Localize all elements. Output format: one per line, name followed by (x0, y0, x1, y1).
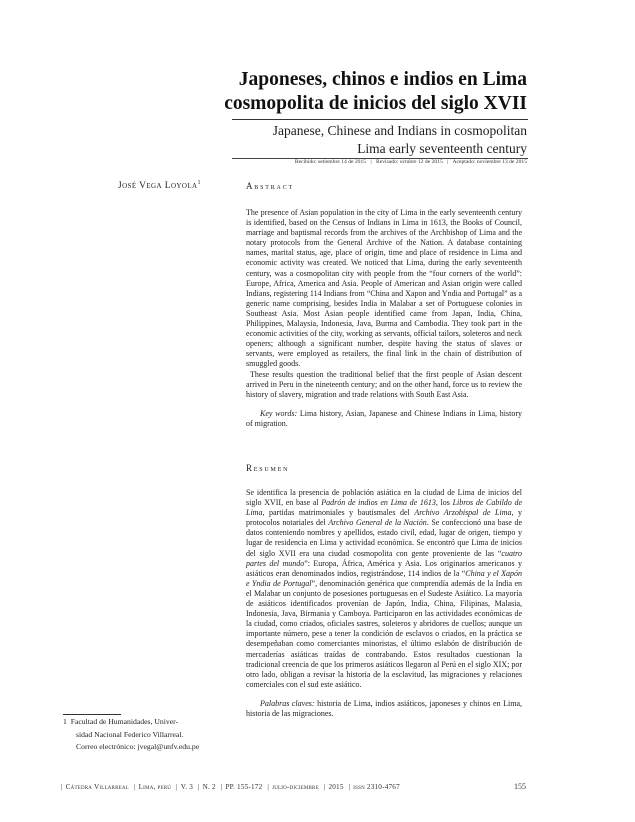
resumen-body (246, 488, 522, 719)
footer-separator: | (61, 783, 63, 791)
resumen-italic: Padrón de indios en Lima de 1613 (321, 498, 436, 508)
article-dates (295, 159, 527, 165)
abstract-paragraph-2: These results question the traditional belief that the first people of Asian descent arrived in Peru in the nineteenth century; and on the other hand, force us to review the history of slavery, migration and trade relations with South East Asia. (246, 369, 522, 399)
footer-period: julio-diciembre (272, 783, 319, 791)
abstract-paragraph: The presence of Asian population in the city of Lima in the early seventeenth century is identified, based on the Census of Indians in Lima in 1613, the Books of Council, marriage and baptismal records from the archives of the Archbishop of Lima and the notary protocols from the General Archive of the Nation. A database containing names, marital status, age, place of origin, time and place of residence in Lima and economic activity was created. We noticed that Lima, during the early seventeenth century, was a cosmopolitan city with people from the “four corners of the world”: Europe, Africa, America and Asia. People of American and Asian origin were called Indians, registering 114 Indians from “China and Xapon and Yndia and Portugal” as a generic name comprising, besides India in Malabar a set of Portuguese colonies in Southeast Asia. Most Asian people identified came from Japan, India, China, Philippines, Malaysia, Indonesia, Java, Burma and Cambodia. They took part in the economic activities of the city, working as servants, official tailors, soleteros and neck openers; although a significant number, despite having the status of slaves or servants, were employed as retailers, the final link in the chain of distribution of smuggled goods. (246, 208, 522, 369)
keywords-label: Key words: (260, 408, 298, 418)
footer-year: 2015 (328, 783, 344, 791)
footer-separator: | (267, 783, 270, 791)
author-name-text: José Vega Loyola (118, 181, 198, 192)
footnote-divider (63, 714, 121, 715)
resumen-italic: Archivo General de la Nación (328, 518, 427, 528)
footnote (63, 716, 235, 754)
footer-place: Lima, perú (138, 783, 172, 791)
palabras-claves-text: historia de Lima, indios asiáticos, japoneses y chinos en Lima, historia de las migraciones. (246, 698, 523, 718)
abstract-body (246, 208, 522, 429)
footer-number: N. 2 (202, 783, 216, 791)
received-date: Recibido: setiembre 14 de 2015 (294, 159, 367, 165)
palabras-claves-label: Palabras claves: (260, 698, 315, 708)
accepted-date: Aceptado: noviembre 13 de 2015 (452, 159, 527, 165)
footnote-mark: 1 (63, 717, 67, 726)
footnote-line-1: Facultad de Humanidades, Univer- (70, 717, 179, 726)
subtitle-line-1: Japanese, Chinese and Indians in cosmopolitan (272, 123, 527, 138)
footnote-line-2: sidad Nacional Federico Villarreal. (76, 729, 184, 739)
subtitle-line-2: Lima early seventeenth century (357, 141, 527, 156)
resumen-text: , los (435, 498, 450, 508)
footer-separator: | (323, 783, 326, 791)
footer-separator: | (197, 783, 200, 791)
resumen-italic: Archivo Arzobispal de Lima (414, 508, 512, 518)
resumen-paragraph (246, 488, 522, 690)
resumen-text: ”, denominación genérica que comprendía además de la India en el Malabar un conjunto de posesiones portuguesas en el Sudeste Asiático. La mayoría de asiáticos identificados provenían de Japón, India, China, Filipinas, Malasia, Indonesia, Java, Birmania y Camboya. Participaron en las actividades económicas de la ciudad, como criados, oficiales sastres, soleteros y abridores de cuellos; aunque un importante número, pese a tener la condición de esclavos o criados, en la práctica se desempeñaban como comerciantes minoristas, el último eslabón de distribución de mercaderías asiáticas traídas de contrabando. Estos resultados cuestionan la tradicional creencia de que los primeros asiáticos llegaron al Perú en el siglo XIX; por otro lado, obligan a revisar la historia de la esclavitud, las migraciones y relaciones comerciales con el sud este asiático. (246, 578, 523, 689)
resumen-italic: China y el Xapón e Yndia de Portugal (246, 568, 522, 588)
page-footer (58, 783, 400, 791)
resumen-text: , partidas matrimoniales y bautismales del (262, 508, 410, 518)
resumen-text: ”: Europa, África, América y Asia. Los originarios americanos y asiáticos eran denominados indios, registrándose, 114 indios de la “ (246, 558, 522, 578)
footer-issn: issn 2310-4767 (353, 783, 400, 791)
resumen-italic: Libros de Cabildo de Lima (246, 498, 523, 518)
author-name (118, 180, 201, 191)
title-divider (232, 119, 528, 120)
revised-date: Revisado: octubre 12 de 2015 (376, 159, 443, 165)
resumen-italic: cuatro partes del mundo (246, 548, 522, 568)
resumen-text: . Se confeccionó una base de datos conteniendo nombres y apellidos, estado civil, edad, lugar de origen, tiempo y lugar de residencia en Lima y actividad económica. Se encontró que Lima de inicios del siglo XVII era una ciudad cosmopolita con gente proveniente de las “ (246, 518, 523, 558)
date-separator: | (370, 159, 372, 165)
resumen-keywords (246, 699, 522, 719)
footer-separator: | (220, 783, 223, 791)
article-title (224, 68, 527, 116)
footer-pages: PP. 155-172 (225, 783, 263, 791)
footer-separator: | (133, 783, 136, 791)
resumen-heading: Resumen (246, 463, 290, 473)
keywords-text: Lima history, Asian, Japanese and Chinese Indians in Lima, history of migration. (246, 408, 523, 428)
footer-volume: V. 3 (180, 783, 193, 791)
abstract-keywords (246, 409, 522, 429)
date-separator: | (447, 159, 449, 165)
title-line-2: cosmopolita de inicios del siglo XVII (224, 93, 527, 114)
author-footnote-mark: 1 (197, 180, 201, 186)
footer-separator: | (176, 783, 178, 791)
resumen-text: Se identifica la presencia de población asiática en la ciudad de Lima de inicios del siglo XVII, en base al (246, 488, 522, 508)
footer-separator: | (348, 783, 351, 791)
resumen-text: , y protocolos notariales del (246, 508, 523, 528)
title-line-1: Japoneses, chinos e indios en Lima (238, 69, 527, 90)
footer-journal: Cátedra Villarreal (65, 783, 129, 791)
page-number: 155 (514, 782, 526, 791)
abstract-heading: Abstract (246, 181, 294, 191)
footnote-line-3: Correo electrónico: jvegal@unfv.edu.pe (76, 742, 200, 752)
article-subtitle (273, 122, 527, 158)
